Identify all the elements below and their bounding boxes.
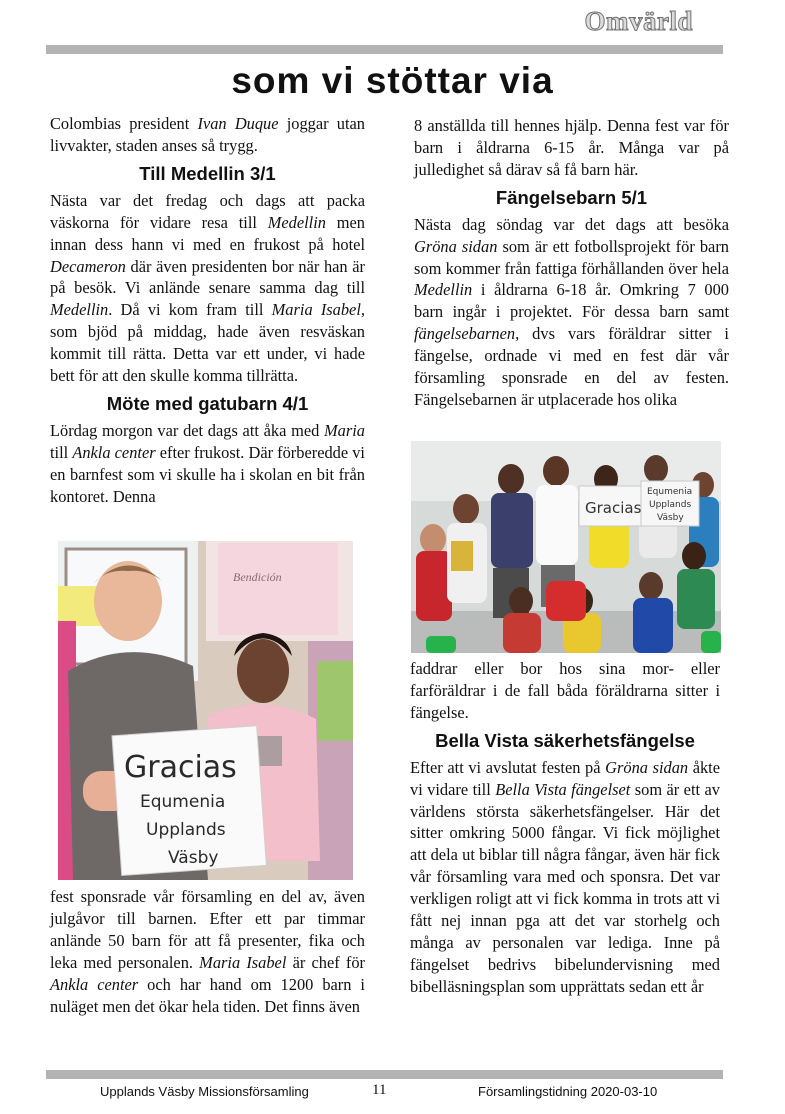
svg-text:Väsby: Väsby <box>657 513 684 523</box>
heading-bella-vista: Bella Vista säkerhetsfängelse <box>435 729 695 751</box>
header-rule <box>46 45 723 54</box>
page-number: 11 <box>372 1082 387 1098</box>
heading-fangelsebarn: Fängelsebarn 5/1 <box>495 186 648 208</box>
footer-church-name: Upplands Väsby Missionsförsamling <box>100 1084 309 1099</box>
photo-left-illustration <box>58 541 353 880</box>
svg-text:Gracias: Gracias <box>585 499 642 517</box>
svg-text:Bendición: Bendición <box>233 570 282 584</box>
svg-text:Equmenia: Equmenia <box>647 487 693 497</box>
paragraph-faddrar: faddrar eller bor hos sina mor- eller farföräldrar i de fall båda föräldrarna sitter i fängelse. <box>410 659 720 722</box>
svg-text:Gracias: Gracias <box>124 750 237 785</box>
intro-paragraph: Colombias president Ivan Duque joggar utan livvakter, staden anses så trygg. <box>50 114 365 155</box>
svg-text:Upplands: Upplands <box>649 500 692 510</box>
left-column-bottom <box>50 886 365 1017</box>
photo-children-group <box>411 441 721 653</box>
heading-medellin: Till Medellin 3/1 <box>139 162 276 184</box>
photo-right-illustration <box>411 441 721 653</box>
paragraph-ankla: fest sponsrade vår församling en del av, även julgåvor till barnen. Efter ett par timmar anlände 50 barn för att få presenter, fika och leka med personalen. Maria Isabel är chef för Ankla center och har hand om 1200 barn i nuläget men det ökar hela tiden. Det finns även <box>50 887 365 1016</box>
paragraph-staff: 8 anställda till hennes hjälp. Denna fest var för barn i åldrarna 6-15 år. Många var på julledighet så därav så få barn här. <box>414 116 729 179</box>
page-title: som vi stöttar via <box>231 60 554 101</box>
footer-publication: Församlingstidning 2020-03-10 <box>478 1084 658 1099</box>
svg-text:Upplands: Upplands <box>146 820 226 840</box>
paragraph-bella-vista: Efter att vi avslutat festen på Gröna sidan åkte vi vidare till Bella Vista fängelset som är ett av världens största säkerhetsfängelser. Här det sitter omkring 5000 fångar. Vi fick möjlighet att dela ut biblar till några fångar, även här fick vår församling vara med och sponsra. Det var verkligen roligt att vi fick komma in trots att vi fått nej innan pga att det var storhelg och många av personalen var lediga. Inne på fängelset bedrivs bibelundervisning med bibelläsningsplan som upprättats sedan ett år <box>410 757 721 996</box>
right-column-top <box>414 115 729 411</box>
heading-gatubarn: Möte med gatubarn 4/1 <box>106 392 309 414</box>
section-label: Omvärld <box>584 6 693 36</box>
svg-text:Väsby: Väsby <box>168 848 219 868</box>
photo-maria-isabel <box>58 541 353 880</box>
footer-rule <box>46 1070 723 1079</box>
paragraph-medellin: Nästa var det fredag och dags att packa väskorna för vidare resa till Medellin men innan dess hann vi med en frukost på hotel Decameron där även presidenten bor när han är på besök. Vi anlände senare samma dag till Medellin. Då vi kom fram till Maria Isabel, som bjöd på middag, hade även resväskan kommit till rätta. Detta var ett under, vi hade bett för att den skulle komma tillrätta. <box>50 190 365 386</box>
left-column-top <box>50 113 365 508</box>
paragraph-gatubarn: Lördag morgon var det dags att åka med Maria till Ankla center efter frukost. Där förberedde vi en barnfest som vi skulle ha i skolan en bit från kontoret. Denna <box>50 420 365 506</box>
svg-text:Equmenia: Equmenia <box>140 792 226 812</box>
right-column-bottom <box>410 658 720 998</box>
paragraph-grona-sidan: Nästa dag söndag var det dags att besöka Gröna sidan som är ett fotbollsprojekt för barn som kommer från fattiga förhållanden över hela Medellin i åldrarna 6-18 år. Omkring 7 000 barn ingår i projektet. För dessa barn samt fängelsebarnen, dvs vars föräldrar sitter i fängelse, ordnade vi med en fest där vår församling sponsrade en del av festen. Fängelsebarnen är utplacerade hos olika <box>414 214 729 409</box>
